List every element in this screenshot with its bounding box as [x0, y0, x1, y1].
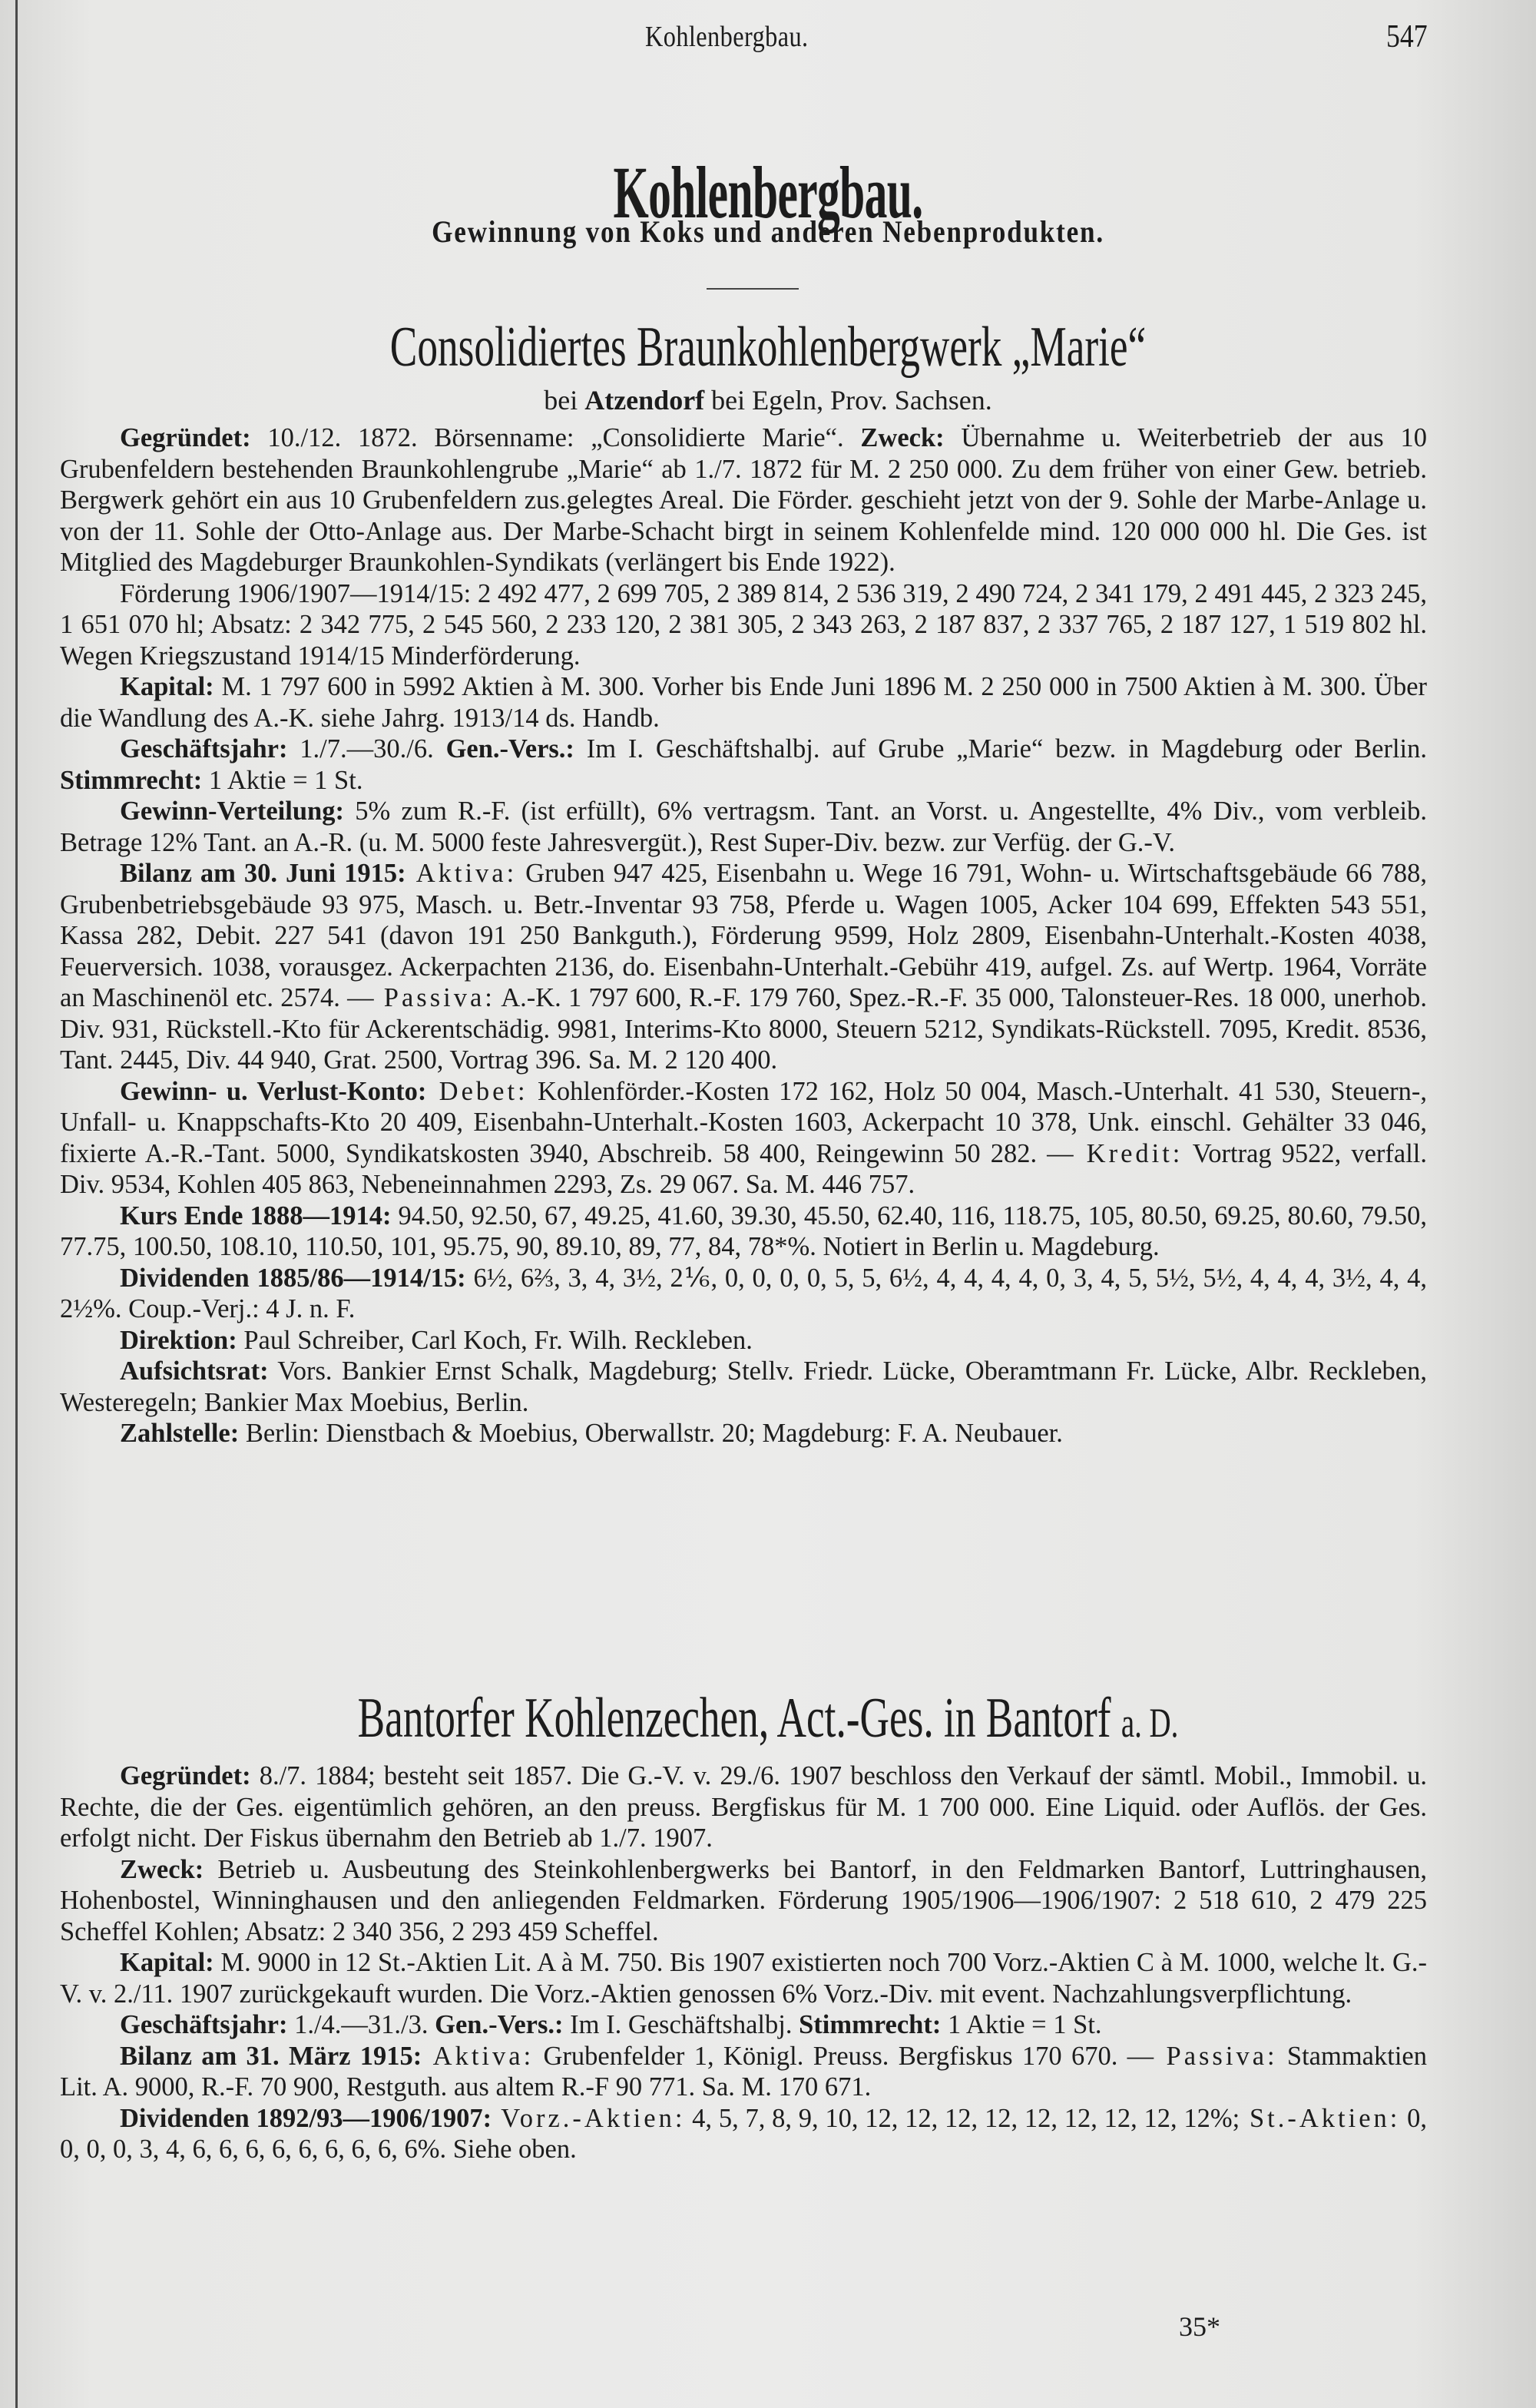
paragraph-kapital	[60, 671, 1427, 734]
section-title: Kohlenbergbau.	[613, 151, 923, 234]
text: 5% zum R.-F. (ist erfüllt), 6% vertragsm. Tant. an Vorst. u. Angestellte, 4% Div., vom verbleib. Betrage 12% Tant. an A.-R. (u. M. 5000 feste Jahresvergüt.), Rest Super-Div. bezw. zur Verfüg. der G.-V.	[60, 797, 1427, 857]
text: Paul Schreiber, Carl Koch, Fr. Wilh. Reckleben.	[237, 1325, 753, 1355]
text: Kohlenförder.-Kosten 172 162, Holz 50 004, Masch.-Unterhalt. 41 530, Steuern-, Unfall- u. Knappschafts-Kto 20 409, Eisenbahn-Unterhalt.-Kosten 1603, Ackerpacht 10 378, Unk. einschl. Gehälter 33 046, fixierte A.-R.-Tant. 5000, Syndikatskosten 3940, Abschreib. 58 400, Reingewinn 50 282. —	[60, 1076, 1427, 1168]
text: 6½, 6⅔, 3, 4, 3½, 2⅙, 0, 0, 0, 0, 5, 5, 6½, 4, 4, 4, 4, 0, 3, 4, 5, 5½, 5½, 4, 4, 4, 3½, 4, 4, 2½%. Coup.-Verj.: 4 J. n. F.	[60, 1263, 1427, 1323]
section-subtitle: Gewinnung von Koks und anderen Nebenprodukten.	[432, 214, 1104, 249]
text: Gruben 947 425, Eisenbahn u. Wege 16 791, Wohn- u. Wirtschaftsgebäude 66 788, Grubenbetriebsgebäude 93 975, Masch. u. Betr.-Inventar 93 758, Pferde u. Wagen 1005, Acker 104 699, Effekten 543 551, Kassa 282, Debit. 227 541 (davon 191 250 Bankguth.), Förderung 9599, Holz 2809, Eisenbahn-Unterhalt.-Kosten 4038, Feuerversich. 1038, vorausgez. Ackerpachten 2136, do. Eisenbahn-Unterhalt.-Gebühr 419, aufgel. Zs. auf Wertp. 1964, Vorräte an Maschinenöl etc. 2574. —	[60, 859, 1427, 1012]
entry-location-marie	[0, 384, 1536, 416]
text: Im I. Geschäftshalbj.	[563, 2010, 799, 2039]
label-spaced: Passiva:	[373, 983, 495, 1012]
label: Gewinn- u. Verlust-Konto:	[120, 1076, 427, 1106]
label: Gen.-Vers.:	[445, 734, 574, 763]
text: 8./7. 1884; besteht seit 1857. Die G.-V. v. 29./6. 1907 beschloss den Verkauf der sämtl. Mobil., Immobil. u. Rechte, die der Ges. eigentümlich gehören, an den preuss. Bergfiskus für M. 1 700 000. Eine Liquid. oder Auflös. der Ges. erfolgt nicht. Der Fiskus übernahm den Betrieb ab 1./7. 1907.	[60, 1761, 1427, 1853]
text: 1./4.—31./3.	[287, 2010, 435, 2039]
text: 4, 5, 7, 8, 9, 10, 12, 12, 12, 12, 12, 12, 12, 12, 12%;	[685, 2103, 1240, 2133]
label-spaced: Debet:	[426, 1076, 528, 1106]
text: M. 9000 in 12 St.-Aktien Lit. A à M. 750. Bis 1907 existierten noch 700 Vorz.-Aktien C à M. 1000, welche lt. G.-V. v. 2./11. 1907 zurückgekauft wurden. Die Vorz.-Aktien genossen 6% Vorz.-Div. mit event. Nachzahlungsverpflichtung.	[60, 1948, 1427, 2009]
text: Stammaktien Lit. A. 9000, R.-F. 70 900, Restguth. aus altem R.-F 90 771. Sa. M. 170 671.	[60, 2041, 1427, 2102]
label: Direktion:	[120, 1325, 237, 1355]
text: Grubenfelder 1, Königl. Preuss. Bergfiskus 170 670. —	[534, 2041, 1154, 2071]
paragraph-zweck	[60, 1854, 1427, 1948]
label-spaced: Passiva:	[1154, 2041, 1278, 2071]
label: Geschäftsjahr:	[120, 2010, 288, 2039]
text: Übernahme u. Weiterbetrieb der aus 10 Grubenfeldern bestehenden Braunkohlengrube „Marie“ ab 1./7. 1872 für M. 2 250 000. Zu dem früher von einer Gew. betrieb. Bergwerk gehört ein aus 10 Grubenfeldern zus.gelegtes Areal. Die Förder. geschieht jetzt von der 9. Sohle der Marbe-Anlage u. von der 11. Sohle der Otto-Anlage aus. Der Marbe-Schacht birgt in seinem Kohlenfelde mind. 120 000 000 hl. Die Ges. ist Mitglied des Magdeburger Braunkohlen-Syndikats (verlängert bis Ende 1922).	[60, 423, 1428, 577]
location-suffix: bei Egeln, Prov. Sachsen.	[711, 385, 992, 416]
label: Zahlstelle:	[120, 1419, 240, 1448]
label: Gegründet:	[120, 423, 251, 452]
entry-title-bantorf	[215, 1686, 1321, 1751]
paragraph-bilanz	[60, 2041, 1427, 2103]
label: Kapital:	[120, 1948, 214, 1977]
paragraph-gegruendet	[60, 1760, 1427, 1854]
label: Bilanz am 31. März 1915:	[120, 2041, 422, 2071]
label: Bilanz am 30. Juni 1915:	[120, 859, 406, 888]
text: Betrieb u. Ausbeutung des Steinkohlenbergwerks bei Bantorf, in den Feldmarken Bantorf, Luttringhausen, Hohenbostel, Winninghausen und den anliegenden Feldmarken. Förderung 1905/1906—1906/1907: 2 518 610, 2 479 225 Scheffel Kohlen; Absatz: 2 340 356, 2 293 459 Scheffel.	[60, 1854, 1427, 1946]
entry-body-bantorf	[60, 1760, 1427, 2165]
text: 94.50, 92.50, 67, 49.25, 41.60, 39.30, 45.50, 62.40, 116, 118.75, 105, 80.50, 69.25, 80.60, 79.50, 77.75, 100.50, 108.10, 110.50, 101, 95.75, 90, 89.10, 89, 77, 84, 78*%. Notiert in Berlin u. Magdeburg.	[60, 1201, 1427, 1261]
label: Kapital:	[120, 672, 214, 701]
label: Zweck:	[120, 1854, 204, 1884]
running-head-title: Kohlenbergbau.	[645, 21, 809, 53]
paragraph-bilanz	[60, 858, 1427, 1076]
paragraph-dividenden	[60, 1263, 1427, 1325]
text: A.-K. 1 797 600, R.-F. 179 760, Spez.-R.-F. 35 000, Talonsteuer-Res. 18 000, unerhob. Div. 931, Rückstell.-Kto für Ackerentschädig. 9981, Interims-Kto 8000, Steuern 5212, Syndikats-Rückstell. 7095, Kredit. 8536, Tant. 2445, Div. 44 940, Grat. 2500, Vortrag 396. Sa. M. 2 120 400.	[60, 983, 1428, 1075]
page-binding-edge	[15, 0, 18, 2408]
paragraph-foerderung	[60, 578, 1427, 672]
signature-mark: 35*	[1179, 2311, 1220, 2342]
paragraph-kapital	[60, 1947, 1427, 2009]
running-head	[0, 14, 1536, 60]
text: Im I. Geschäftshalbj. auf Grube „Marie“ bezw. in Magdeburg oder Berlin.	[574, 734, 1428, 763]
divider-rule	[707, 288, 799, 290]
text: 0, 0, 0, 0, 3, 4, 6, 6, 6, 6, 6, 6, 6, 6, 6%. Siehe oben.	[60, 2103, 1427, 2164]
paragraph-gewinn-verteilung	[60, 796, 1427, 858]
label-spaced: Kredit:	[1073, 1138, 1183, 1168]
paragraph-gewinn-verlust	[60, 1076, 1427, 1201]
location-prefix: bei	[544, 385, 578, 416]
text: Berlin: Dienstbach & Moebius, Oberwallstr. 20; Magdeburg: F. A. Neubauer.	[239, 1419, 1063, 1448]
paragraph-direktion	[60, 1325, 1427, 1356]
entry-title-suffix: a. D.	[1121, 1700, 1179, 1746]
text: 1 Aktie = 1 St.	[202, 765, 363, 795]
paragraph-zahlstelle	[60, 1418, 1427, 1449]
paragraph-kurs	[60, 1201, 1427, 1263]
label: Geschäftsjahr:	[120, 734, 288, 763]
paragraph-gegruendet	[60, 422, 1427, 578]
label: Gewinn-Verteilung:	[120, 797, 344, 826]
text: Förderung 1906/1907—1914/15: 2 492 477, 2 699 705, 2 389 814, 2 536 319, 2 490 724, 2 341 179, 2 491 445, 2 323 245, 1 651 070 hl; Absatz: 2 342 775, 2 545 560, 2 233 120, 2 381 305, 2 343 263, 2 187 837, 2 337 765, 2 187 127, 1 519 802 hl. Wegen Kriegszustand 1914/15 Minderförderung.	[60, 578, 1427, 671]
text: 10./12. 1872. Börsenname: „Consolidierte Marie“.	[250, 423, 861, 452]
page-number: 547	[1386, 19, 1428, 55]
text: 1./7.—30./6.	[287, 734, 446, 763]
location-town: Atzendorf	[584, 385, 705, 416]
label: Dividenden 1892/93—1906/1907:	[120, 2103, 492, 2133]
entry-title-marie: Consolidiertes Braunkohlenbergwerk „Marie“	[389, 316, 1147, 379]
paragraph-geschaeftsjahr	[60, 2009, 1427, 2041]
text: M. 1 797 600 in 5992 Aktien à M. 300. Vorher bis Ende Juni 1896 M. 2 250 000 in 7500 Aktien à M. 300. Über die Wandlung des A.-K. siehe Jahrg. 1913/14 ds. Handb.	[60, 672, 1427, 733]
text: Vors. Bankier Ernst Schalk, Magdeburg; Stellv. Friedr. Lücke, Oberamtmann Fr. Lücke, Albr. Reckleben, Westeregeln; Bankier Max Moebius, Berlin.	[60, 1356, 1427, 1417]
label: Kurs Ende 1888—1914:	[120, 1201, 392, 1230]
label: Dividenden 1885/86—1914/15:	[120, 1263, 466, 1293]
text: Vortrag 9522, verfall. Div. 9534, Kohlen 405 863, Nebeneinnahmen 2293, Zs. 29 067. Sa. M. 446 757.	[60, 1138, 1427, 1199]
entry-title-main: Bantorfer Kohlenzechen, Act.-Ges. in Bantorf	[357, 1687, 1111, 1750]
entry-body-marie	[60, 422, 1427, 1449]
label: Stimmrecht:	[60, 765, 203, 795]
paragraph-aufsichtsrat	[60, 1356, 1427, 1418]
label-spaced: Vorz.-Aktien:	[492, 2103, 686, 2133]
label-spaced: Aktiva:	[406, 859, 518, 888]
label-spaced: Aktiva:	[422, 2041, 535, 2071]
label: Gen.-Vers.:	[435, 2010, 564, 2039]
label: Aufsichtsrat:	[120, 1356, 269, 1386]
paragraph-geschaeftsjahr	[60, 734, 1427, 796]
label-spaced: St.-Aktien:	[1240, 2103, 1401, 2133]
label: Stimmrecht:	[799, 2010, 942, 2039]
paragraph-dividenden	[60, 2103, 1427, 2165]
label: Zweck:	[860, 423, 945, 452]
label: Gegründet:	[120, 1761, 251, 1790]
text: 1 Aktie = 1 St.	[941, 2010, 1102, 2039]
